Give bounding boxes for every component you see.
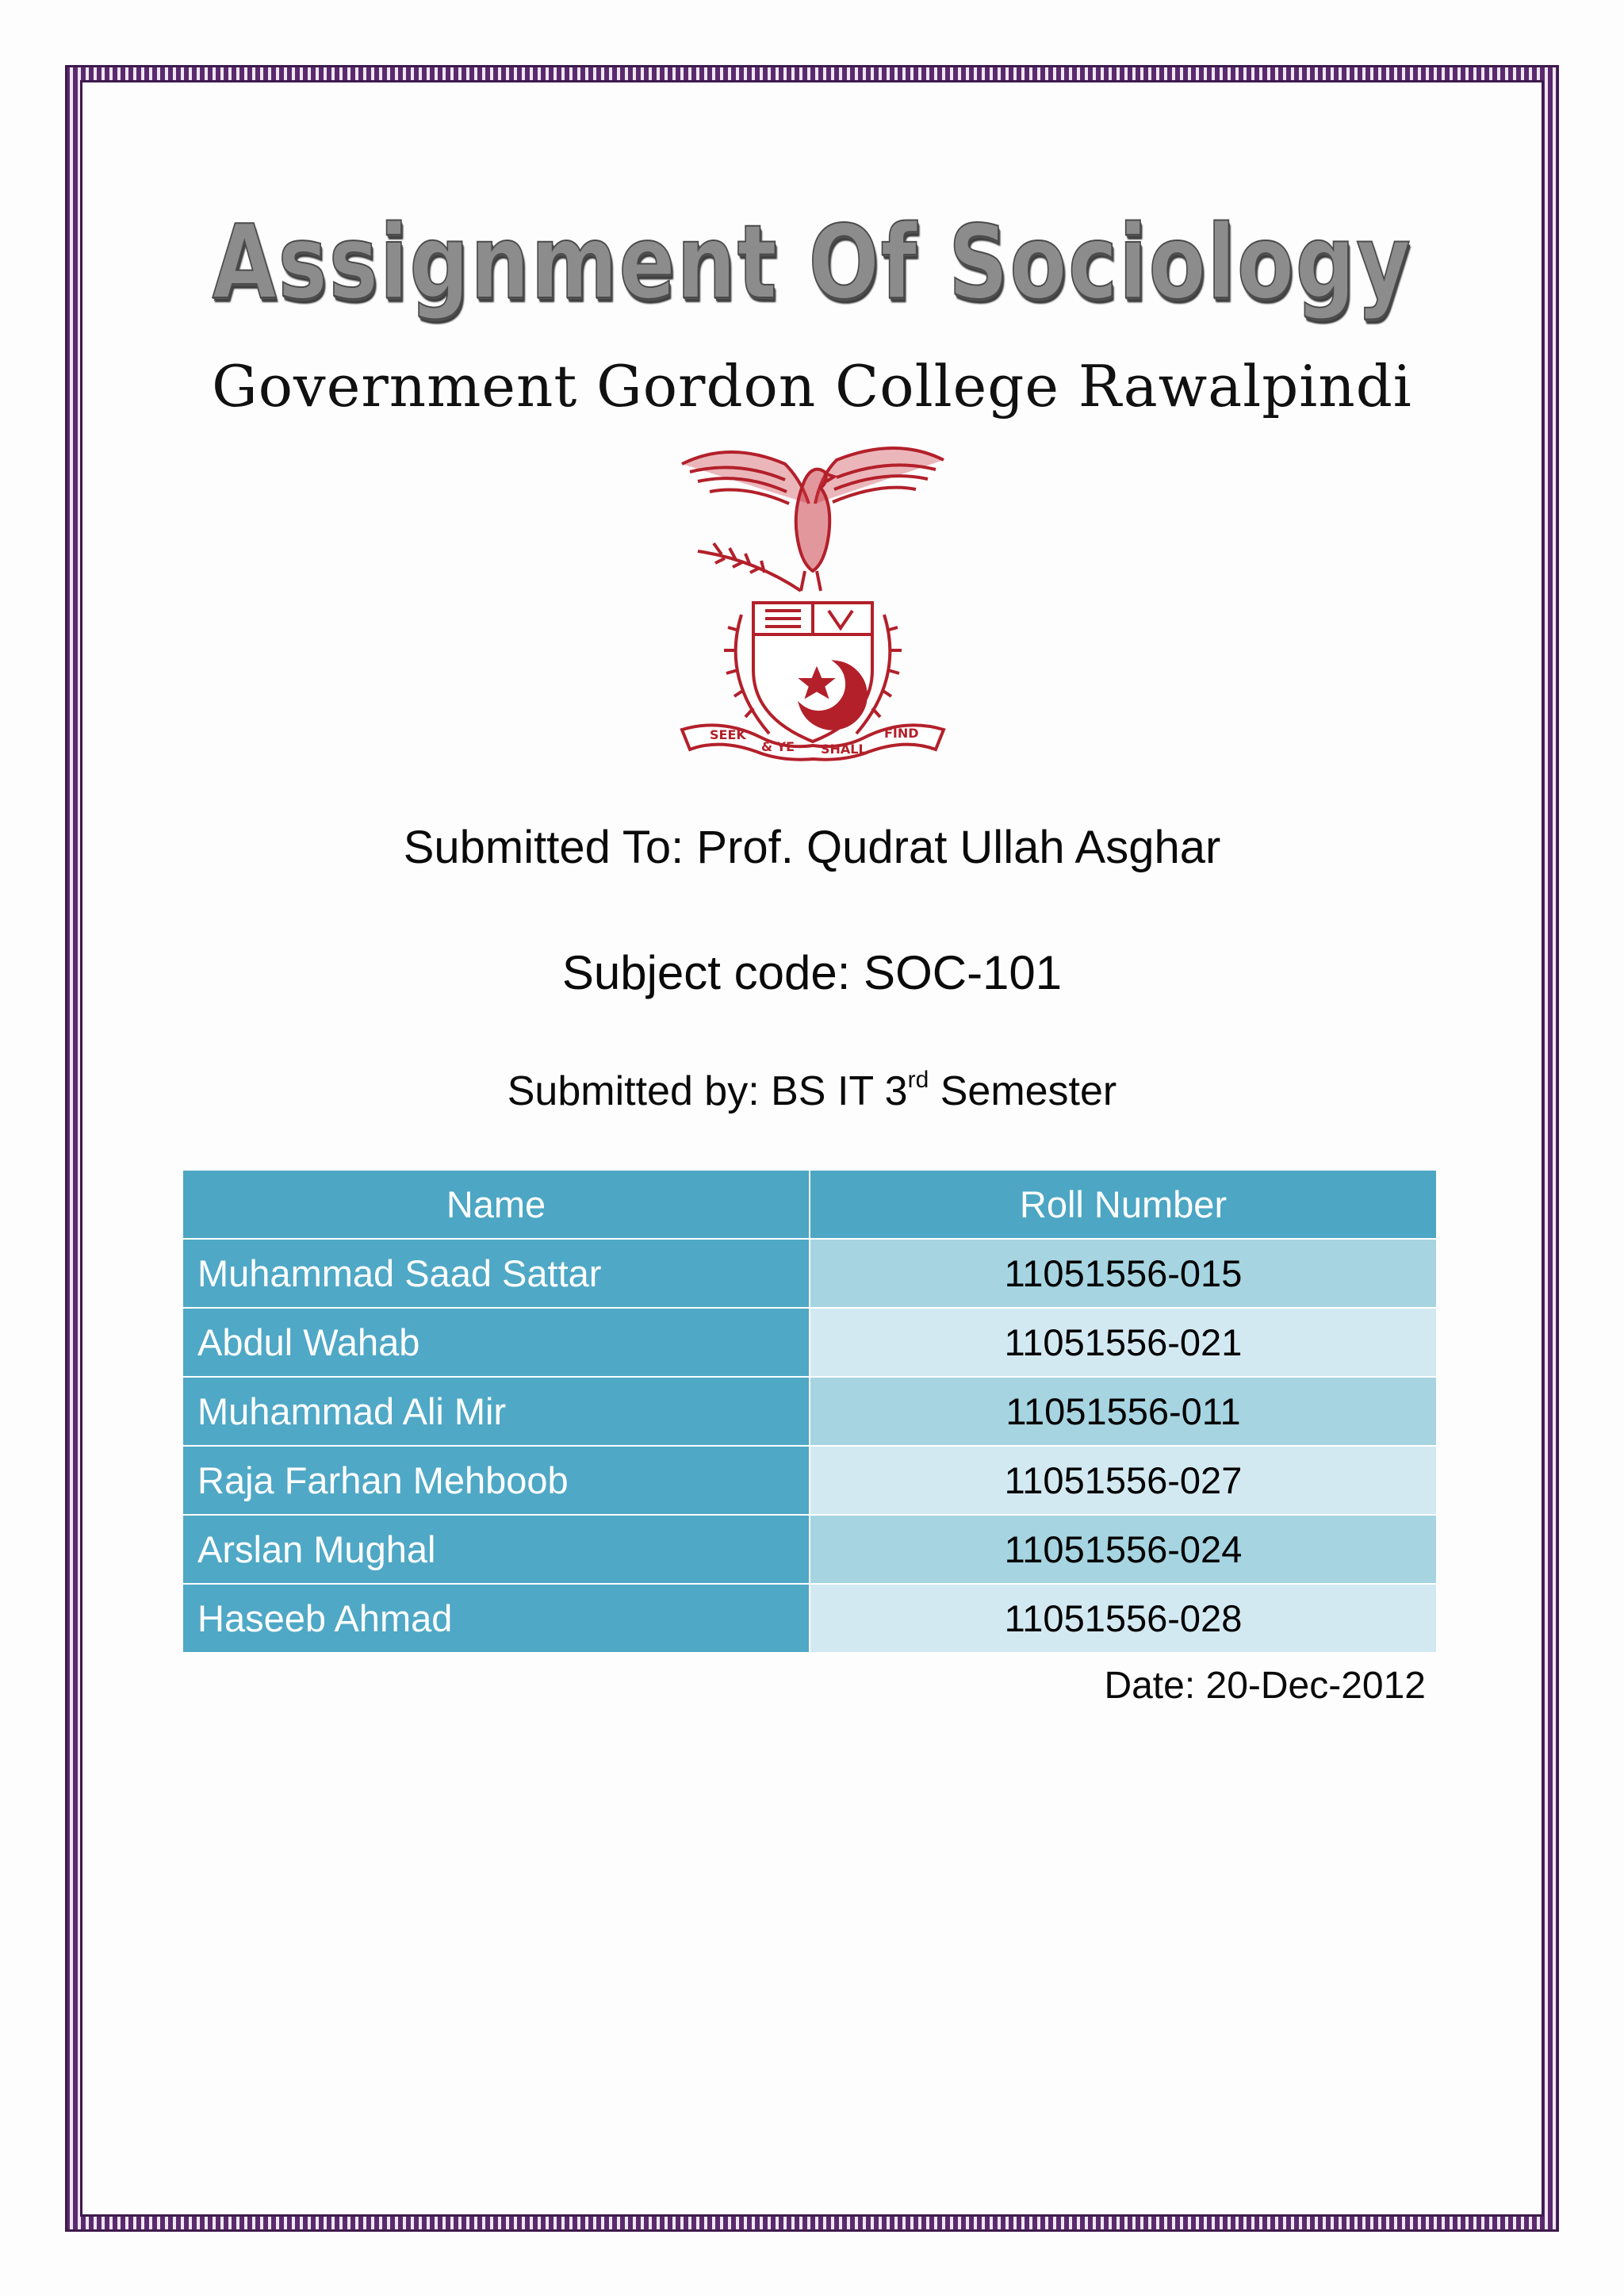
- student-name: Muhammad Ali Mir: [182, 1377, 810, 1446]
- subject-code: Subject code: SOC-101: [561, 946, 1063, 999]
- roll-number: 11051556-024: [810, 1515, 1437, 1584]
- column-header-name: Name: [182, 1170, 810, 1239]
- motto-word: & YE: [761, 739, 795, 754]
- submitted-by-suffix: Semester: [929, 1068, 1117, 1114]
- student-name: Abdul Wahab: [182, 1308, 810, 1377]
- student-name: Haseeb Ahmad: [182, 1584, 810, 1653]
- student-name: Muhammad Saad Sattar: [182, 1239, 810, 1308]
- roll-number: 11051556-011: [810, 1377, 1437, 1446]
- student-name: Raja Farhan Mehboob: [182, 1446, 810, 1515]
- roll-number: 11051556-021: [810, 1308, 1437, 1377]
- roll-number: 11051556-027: [810, 1446, 1437, 1515]
- semester-ordinal-suffix: rd: [907, 1067, 929, 1093]
- table-header-row: [182, 1170, 1437, 1239]
- roll-number: 11051556-015: [810, 1239, 1437, 1308]
- motto-word: SHALL: [821, 742, 867, 757]
- document-title: Assignment Of Sociology: [212, 204, 1412, 322]
- motto-word: FIND: [884, 726, 919, 741]
- submission-date: Date: 20-Dec-2012: [1104, 1665, 1426, 1707]
- submitted-by-prefix: Submitted by: BS IT 3: [507, 1068, 908, 1114]
- table-row: [182, 1446, 1437, 1515]
- roll-number: 11051556-028: [810, 1584, 1437, 1653]
- submitted-to: Submitted To: Prof. Qudrat Ullah Asghar: [403, 822, 1221, 873]
- column-header-roll-number: Roll Number: [810, 1170, 1437, 1239]
- submitted-by: [0, 1067, 1624, 1115]
- table-row: [182, 1584, 1437, 1653]
- table-row: [182, 1239, 1437, 1308]
- college-name: Government Gordon College Rawalpindi: [212, 353, 1412, 420]
- table-row: [182, 1308, 1437, 1377]
- student-name: Arslan Mughal: [182, 1515, 810, 1584]
- table-row: [182, 1377, 1437, 1446]
- college-crest-eagle-icon: [666, 432, 959, 765]
- table-row: [182, 1515, 1437, 1584]
- motto-word: SEEK: [710, 727, 746, 742]
- members-table: [182, 1169, 1438, 1654]
